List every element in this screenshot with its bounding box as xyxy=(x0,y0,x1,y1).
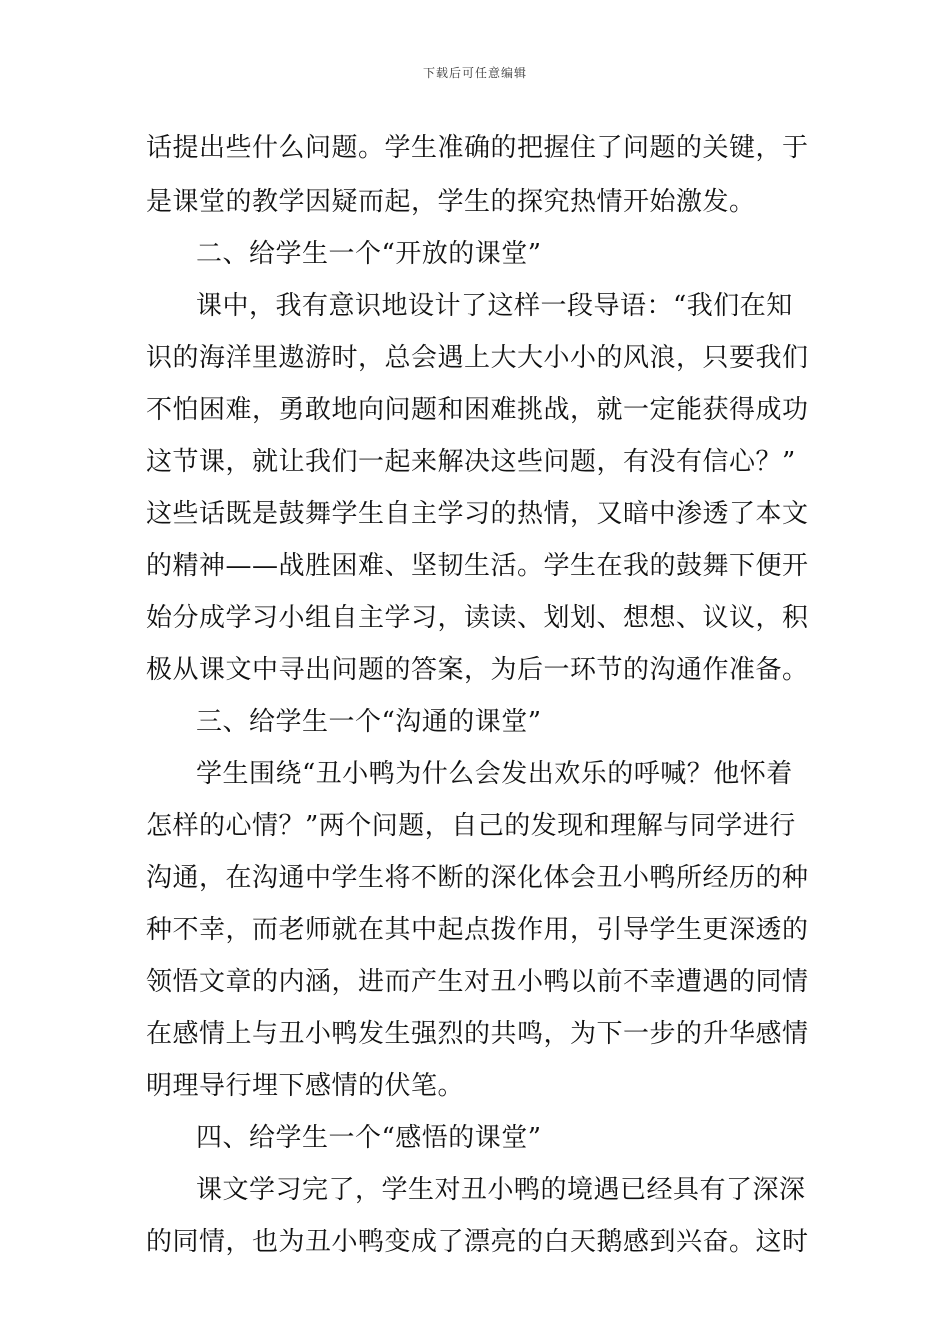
text-line: 课中，我有意识地设计了这样一段导语：“我们在知 xyxy=(196,291,793,321)
section-heading: 二、给学生一个“开放的课堂” xyxy=(196,239,542,269)
text-line: 种不幸，而老师就在其中起点拨作用，引导学生更深透的 xyxy=(146,915,809,945)
text-line: 始分成学习小组自主学习，读读、划划、想想、议议，积 xyxy=(146,603,809,633)
text-line: 不怕困难，勇敢地向问题和困难挑战，就一定能获得成功 xyxy=(146,395,809,425)
text-line: 明理导行埋下感情的伏笔。 xyxy=(146,1071,465,1101)
text-line: 沟通，在沟通中学生将不断的深化体会丑小鸭所经历的种 xyxy=(146,863,809,893)
text-line: 话提出些什么问题。学生准确的把握住了问题的关键，于 xyxy=(146,133,809,163)
text-line: 极从课文中寻出问题的答案，为后一环节的沟通作准备。 xyxy=(146,655,809,685)
text-line: 在感情上与丑小鸭发生强烈的共鸣，为下一步的升华感情 xyxy=(146,1019,809,1049)
text-line: 领悟文章的内涵，进而产生对丑小鸭以前不幸遭遇的同情 xyxy=(146,967,809,997)
section-heading: 四、给学生一个“感悟的课堂” xyxy=(196,1123,542,1153)
text-line: 的精神——战胜困难、坚韧生活。学生在我的鼓舞下便开 xyxy=(146,551,809,581)
text-line: 这节课，就让我们一起来解决这些问题，有没有信心？” xyxy=(146,447,796,477)
text-line: 这些话既是鼓舞学生自主学习的热情，又暗中渗透了本文 xyxy=(146,499,809,529)
text-line: 识的海洋里遨游时，总会遇上大大小小的风浪，只要我们 xyxy=(146,343,809,373)
text-line: 学生围绕“丑小鸭为什么会发出欢乐的呼喊？他怀着 xyxy=(196,759,793,789)
text-line: 怎样的心情？”两个问题，自己的发现和理解与同学进行 xyxy=(146,811,796,841)
text-line: 的同情，也为丑小鸭变成了漂亮的白天鹅感到兴奋。这时 xyxy=(146,1227,809,1257)
section-heading: 三、给学生一个“沟通的课堂” xyxy=(196,707,542,737)
text-line: 课文学习完了，学生对丑小鸭的境遇已经具有了深深 xyxy=(196,1175,806,1205)
page-header: 下载后可任意编辑 xyxy=(422,66,527,80)
text-line: 是课堂的教学因疑而起，学生的探究热情开始激发。 xyxy=(146,187,756,217)
